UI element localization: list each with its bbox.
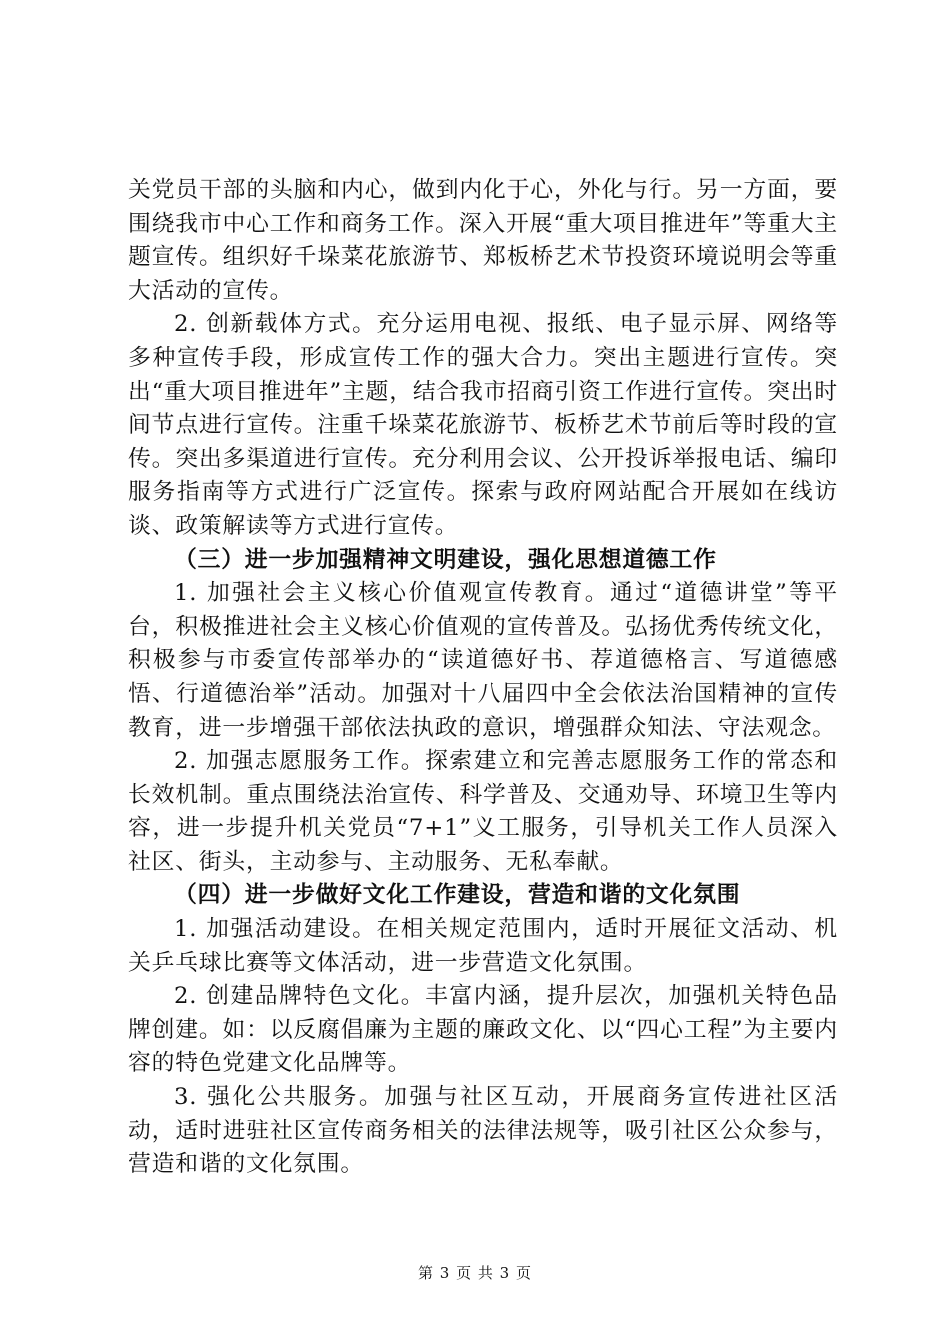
paragraph-brand-culture: 2. 创建品牌特色文化。丰富内涵，提升层次，加强机关特色品牌创建。如：以反腐倡廉为主题的廉政文化、以“四心工程”为主要内容的特色党建文化品牌等。 [128,983,838,1077]
document-body [128,174,838,1182]
paragraph-volunteer-service: 2. 加强志愿服务工作。探索建立和完善志愿服务工作的常态和长效机制。重点围绕法治宣传、科学普及、交通劝导、环境卫生等内容，进一步提升机关党员“7+1”义工服务，引导机关工作人员深入社区、街头，主动参与、主动服务、无私奉献。 [128,748,838,875]
section-heading-4: （四）进一步做好文化工作建设，营造和谐的文化氛围 [174,882,741,909]
paragraph-activities: 1. 加强活动建设。在相关规定范围内，适时开展征文活动、机关乒乓球比赛等文体活动，进一步营造文化氛围。 [128,916,838,976]
paragraph-core-values: 1. 加强社会主义核心价值观宣传教育。通过“道德讲堂”等平台，积极推进社会主义核心价值观的宣传普及。弘扬优秀传统文化，积极参与市委宣传部举办的“读道德好书、荐道德格言、写道德感悟、行道德治举”活动。加强对十八届四中全会依法治国精神的宣传教育，进一步增强干部依法执政的意识，增强群众知法、守法观念。 [128,580,838,741]
paragraph-carrier-methods: 2. 创新载体方式。充分运用电视、报纸、电子显示屏、网络等多种宣传手段，形成宣传工作的强大合力。突出主题进行宣传。突出“重大项目推进年”主题，结合我市招商引资工作进行宣传。突出时间节点进行宣传。注重千垛菜花旅游节、板桥艺术节前后等时段的宣传。突出多渠道进行宣传。充分利用会议、公开投诉举报电话、编印服务指南等方式进行广泛宣传。探索与政府网站配合开展如在线访谈、政策解读等方式进行宣传。 [128,311,838,539]
paragraph-continuation: 关党员干部的头脑和内心，做到内化于心，外化与行。另一方面，要围绕我市中心工作和商务工作。深入开展“重大项目推进年”等重大主题宣传。组织好千垛菜花旅游节、郑板桥艺术节投资环境说明会等重大活动的宣传。 [128,177,838,304]
section-heading-3: （三）进一步加强精神文明建设，强化思想道德工作 [174,546,717,573]
page-number-footer: 第 3 页 共 3 页 [418,1264,532,1282]
paragraph-public-service: 3. 强化公共服务。加强与社区互动，开展商务宣传进社区活动，适时进驻社区宣传商务相关的法律法规等，吸引社区公众参与，营造和谐的文化氛围。 [128,1084,838,1178]
